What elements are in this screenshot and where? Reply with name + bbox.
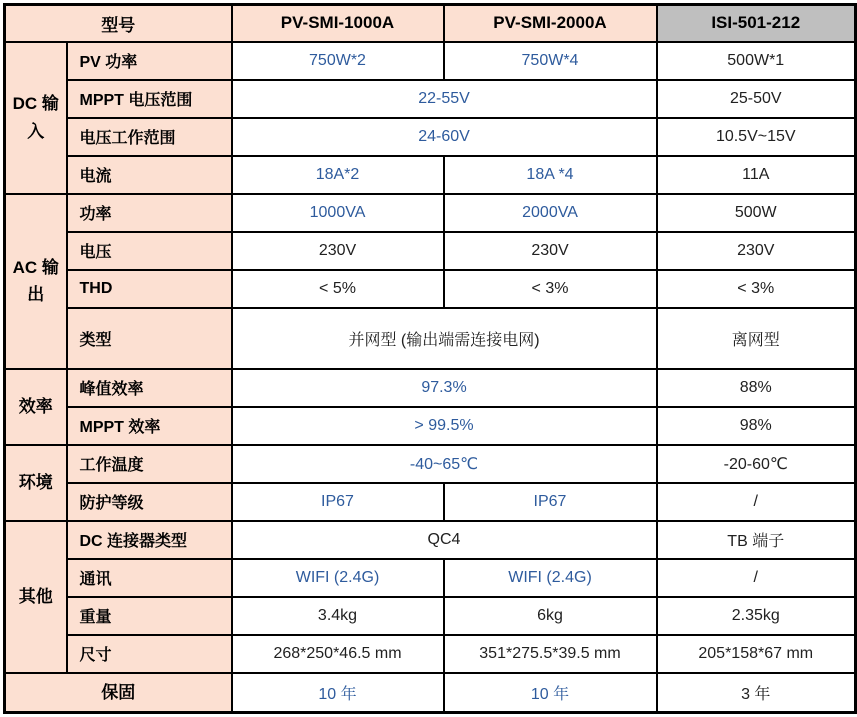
spec-value-merged: 22-55V: [232, 80, 657, 118]
spec-label: MPPT 电压范围: [67, 80, 232, 118]
spec-value: 10 年: [444, 673, 657, 713]
section-label-environment: 环境: [5, 445, 67, 521]
spec-label: 防护等级: [67, 483, 232, 521]
spec-value: 88%: [657, 369, 856, 407]
section-label-dc-input: DC 输入: [5, 42, 67, 194]
spec-value: 230V: [232, 232, 444, 270]
spec-value: 2000VA: [444, 194, 657, 232]
spec-value-merged: 并网型 (输出端需连接电网): [232, 308, 657, 369]
spec-value: /: [657, 483, 856, 521]
spec-value: 98%: [657, 407, 856, 445]
row-dimensions: [5, 635, 856, 673]
spec-label: PV 功率: [67, 42, 232, 80]
spec-value: 500W*1: [657, 42, 856, 80]
row-voltage: [5, 232, 856, 270]
spec-label: 电压工作范围: [67, 118, 232, 156]
model-header-isi-501-212: ISI-501-212: [657, 5, 856, 42]
spec-label: THD: [67, 270, 232, 308]
spec-value: < 3%: [444, 270, 657, 308]
row-dc-connector-type: [5, 521, 856, 559]
spec-label: MPPT 效率: [67, 407, 232, 445]
spec-label: 电流: [67, 156, 232, 194]
spec-label: 功率: [67, 194, 232, 232]
spec-label: 电压: [67, 232, 232, 270]
section-label-ac-output: AC 输出: [5, 194, 67, 369]
spec-label: 重量: [67, 597, 232, 635]
spec-value: IP67: [232, 483, 444, 521]
row-peak-efficiency: [5, 369, 856, 407]
row-warranty: [5, 673, 856, 713]
spec-value-merged: -40~65℃: [232, 445, 657, 483]
spec-value: 离网型: [657, 308, 856, 369]
spec-value: 3 年: [657, 673, 856, 713]
spec-label: 峰值效率: [67, 369, 232, 407]
spec-value: 750W*2: [232, 42, 444, 80]
row-communication: [5, 559, 856, 597]
section-label-other: 其他: [5, 521, 67, 673]
spec-value: 3.4kg: [232, 597, 444, 635]
spec-value: -20-60℃: [657, 445, 856, 483]
model-header-pv-smi-2000a: PV-SMI-2000A: [444, 5, 657, 42]
spec-value: 11A: [657, 156, 856, 194]
spec-value: 18A*2: [232, 156, 444, 194]
row-current: [5, 156, 856, 194]
spec-value-merged: > 99.5%: [232, 407, 657, 445]
spec-value: 18A *4: [444, 156, 657, 194]
spec-value: TB 端子: [657, 521, 856, 559]
row-power: [5, 194, 856, 232]
spec-value: 10.5V~15V: [657, 118, 856, 156]
spec-label: 类型: [67, 308, 232, 369]
spec-value: 6kg: [444, 597, 657, 635]
header-row: [5, 5, 856, 42]
row-protection-rating: [5, 483, 856, 521]
spec-value: IP67: [444, 483, 657, 521]
spec-value: 230V: [444, 232, 657, 270]
spec-value: /: [657, 559, 856, 597]
spec-label: 工作温度: [67, 445, 232, 483]
spec-value: 230V: [657, 232, 856, 270]
row-mppt-voltage-range: [5, 80, 856, 118]
model-header-label: 型号: [5, 5, 232, 42]
spec-value: 268*250*46.5 mm: [232, 635, 444, 673]
spec-value-merged: 97.3%: [232, 369, 657, 407]
spec-value-merged: QC4: [232, 521, 657, 559]
spec-comparison-table: [3, 3, 857, 714]
spec-label: DC 连接器类型: [67, 521, 232, 559]
row-thd: [5, 270, 856, 308]
row-type: [5, 308, 856, 369]
row-voltage-working-range: [5, 118, 856, 156]
row-mppt-efficiency: [5, 407, 856, 445]
spec-value: 500W: [657, 194, 856, 232]
spec-value: WIFI (2.4G): [232, 559, 444, 597]
spec-value: 750W*4: [444, 42, 657, 80]
section-label-efficiency: 效率: [5, 369, 67, 445]
spec-value: 351*275.5*39.5 mm: [444, 635, 657, 673]
spec-value: < 3%: [657, 270, 856, 308]
warranty-label: 保固: [5, 673, 232, 713]
row-operating-temperature: [5, 445, 856, 483]
spec-value-merged: 24-60V: [232, 118, 657, 156]
row-pv-power: [5, 42, 856, 80]
row-weight: [5, 597, 856, 635]
spec-value: WIFI (2.4G): [444, 559, 657, 597]
spec-value: 1000VA: [232, 194, 444, 232]
model-header-pv-smi-1000a: PV-SMI-1000A: [232, 5, 444, 42]
spec-label: 尺寸: [67, 635, 232, 673]
spec-value: 25-50V: [657, 80, 856, 118]
spec-value: < 5%: [232, 270, 444, 308]
spec-value: 205*158*67 mm: [657, 635, 856, 673]
spec-value: 10 年: [232, 673, 444, 713]
spec-value: 2.35kg: [657, 597, 856, 635]
spec-label: 通讯: [67, 559, 232, 597]
